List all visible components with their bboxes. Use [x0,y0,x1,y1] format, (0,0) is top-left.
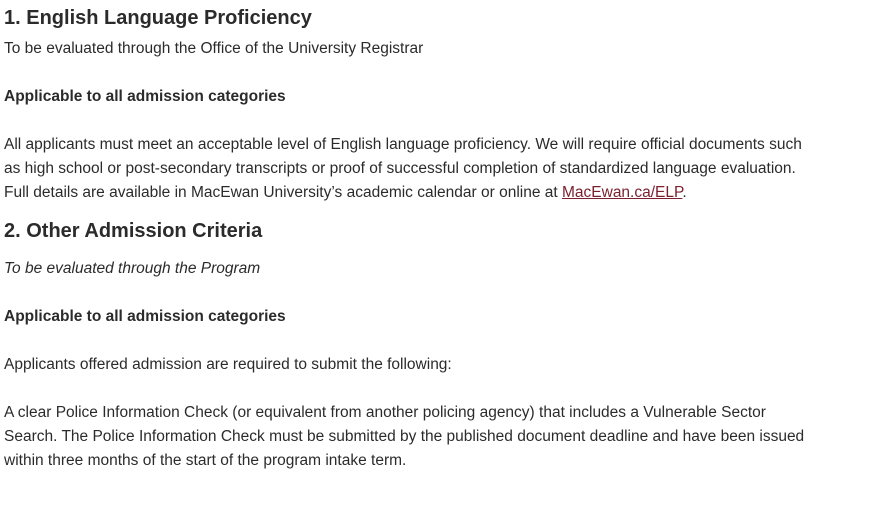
english-proficiency-text: All applicants must meet an acceptable level of English language proficiency. We will require official documents such as high school or post-secondary transcripts or proof of successful completion of standardized language evaluation. Full details are available in MacEwan University’s academic calendar or online at [4,136,802,201]
english-proficiency-description [4,133,814,205]
applicability-note: Applicable to all admission categories [4,88,286,105]
elp-link[interactable]: MacEwan.ca/ELP [562,184,683,201]
section-heading-other-criteria: 2. Other Admission Criteria [4,220,263,242]
section-heading-english-proficiency: 1. English Language Proficiency [4,7,312,29]
english-proficiency-text-end: . [682,184,687,201]
submission-intro: Applicants offered admission are required to submit the following: [4,356,452,373]
police-check-requirement: A clear Police Information Check (or equivalent from another policing agency) that includes a Vulnerable Sector Search. The Police Information Check must be submitted by the published document deadline and have been issued within three months of the start of the program intake term. [4,404,805,469]
evaluated-by-program: To be evaluated through the Program [4,260,261,277]
evaluated-by-registrar: To be evaluated through the Office of the University Registrar [4,40,424,57]
applicability-note: Applicable to all admission categories [4,308,286,325]
